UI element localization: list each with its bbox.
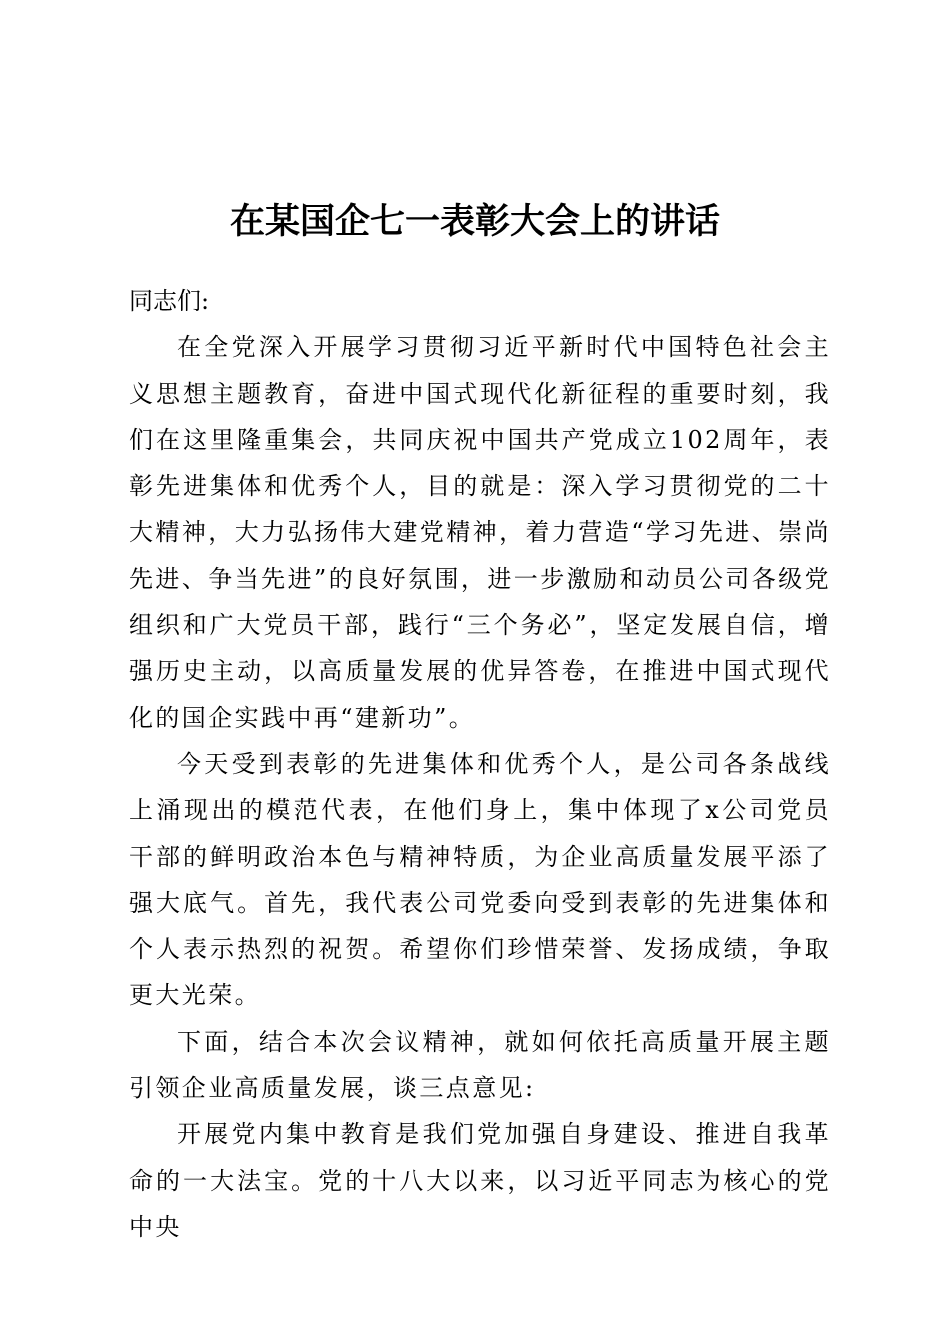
paragraph: 在全党深入开展学习贯彻习近平新时代中国特色社会主义思想主题教育，奋进中国式现代化新征程的重要时刻，我们在这里隆重集会，共同庆祝中国共产党成立102周年，表彰先进集体和优秀个人，目的就是：深入学习贯彻党的二十大精神，大力弘扬伟大建党精神，着力营造“学习先进、崇尚先进、争当先进”的良好氛围，进一步激励和动员公司各级党组织和广大党员干部，践行“三个务必”，坚定发展自信，增强历史主动，以高质量发展的优异答卷，在推进中国式现代化的国企实践中再“建新功”。: [129, 333, 831, 732]
salutation: 同志们:: [129, 287, 210, 315]
document-body: [129, 278, 831, 1250]
paragraph: 今天受到表彰的先进集体和优秀个人，是公司各条战线上涌现出的模范代表，在他们身上，集中体现了x公司党员干部的鲜明政治本色与精神特质，为企业高质量发展平添了强大底气。首先，我代表公司党委向受到表彰的先进集体和个人表示热烈的祝贺。希望你们珍惜荣誉、发扬成绩，争取更大光荣。: [129, 749, 831, 1010]
document-title: 在某国企七一表彰大会上的讲话: [229, 201, 720, 242]
paragraph: 开展党内集中教育是我们党加强自身建设、推进自我革命的一大法宝。党的十八大以来，以习近平同志为核心的党中央: [129, 1120, 831, 1241]
paragraph: 下面，结合本次会议精神，就如何依托高质量开展主题引领企业高质量发展，谈三点意见:: [129, 1027, 831, 1103]
